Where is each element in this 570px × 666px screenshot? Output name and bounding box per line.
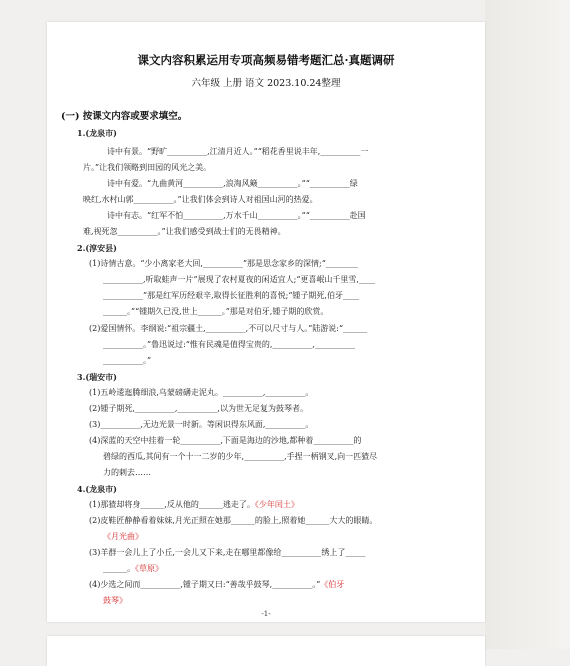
text-line: __________”那是红军历经艰辛,取得长征胜利的喜悦;“锺子期死,伯牙____ (103, 291, 359, 300)
page-subtitle: 六年级 上册 语文 2023.10.24整理 (191, 78, 341, 89)
text-segment: ______。 (103, 564, 135, 573)
text-line: 诗中有景。“野旷__________,江清月近人。”“稻花香里说丰年,__________一 (107, 147, 369, 156)
text-line: (1)五岭逶迤腾细浪,乌蒙磅礴走泥丸。__________,__________。 (89, 388, 314, 397)
question-number: 1.(龙泉市) (77, 128, 117, 138)
source-label: 鼓琴》 (103, 596, 127, 605)
text-line: ______。”“锺期久已没,世上______。”那是对伯牙,锺子期的欣赏。 (103, 307, 329, 316)
text-line: (2)锺子期死,__________,__________,以为世无足复为鼓琴者。 (89, 404, 308, 413)
page-number: -1- (261, 610, 271, 618)
text-line: __________。”鲁迅说过:“惟有民魂是值得宝贵的,__________,__________ (103, 340, 355, 349)
background-panel (485, 0, 570, 649)
text-line: 难,视死忽__________。”让我们感受到战士们的无畏精神。 (83, 227, 286, 236)
source-label: 《伯牙 (320, 580, 345, 589)
text-line: 诗中有志。“红军不怕__________,万水千山__________。”“__________赴国 (107, 211, 366, 220)
text-segment: (4)少选之间而__________,锺子期又曰:“善哉乎鼓琴,__________。” (89, 580, 321, 589)
source-label: 《月光曲》 (103, 532, 143, 541)
next-page (47, 636, 485, 666)
question-number: 2.(淳安县) (77, 243, 117, 253)
text-line: (4)深蓝的天空中挂着一轮__________,下面是海边的沙地,都种着__________的 (89, 436, 362, 445)
section-heading: (一) 按课文内容或要求填空。 (61, 111, 188, 122)
text-line: (3)__________,无边光景一时新。等闲识得东风面,__________。 (89, 420, 314, 429)
text-line: (1)诗情古意。“少小离家老大回,__________”那是思念家乡的深情;“________ (89, 259, 358, 268)
text-line: 碧绿的西瓜,其间有一个十一二岁的少年,__________,手捏一柄钢叉,向一匹猹尽 (103, 452, 378, 461)
question-number: 4.(龙泉市) (77, 484, 117, 494)
text-line (89, 580, 344, 590)
text-line: __________。” (103, 356, 152, 365)
source-label: 《少年闰土》 (254, 500, 299, 509)
page-title: 课文内容积累运用专项高频易错考题汇总·真题调研 (137, 53, 395, 67)
text-line: (3)羊群一会儿上了小丘,一会儿又下来,走在哪里都像给__________绣上了_____ (89, 548, 366, 557)
question-number: 3.(瑞安市) (77, 372, 117, 382)
text-line: (2)爱国情怀。李纲说:“祖宗疆土,__________,不可以尺寸与人。”陆游说:“______ (89, 324, 368, 333)
text-line: (2)皮鞋匠静静看着妹妹,月光正照在她那______的脸上,照着她______大大的眼睛。 (89, 516, 378, 525)
text-line: 力的刺去…… (103, 468, 151, 477)
text-line: 片。”让我们领略到田园的风光之美。 (83, 163, 212, 172)
text-segment: (1)那猹却将身______,反从他的______逃走了。 (89, 500, 255, 509)
source-label: 《草原》 (135, 564, 163, 573)
document-page (47, 22, 485, 622)
text-line: 诗中有爱。“九曲黄河__________,浪淘风簸__________。”“__________绿 (107, 179, 358, 188)
text-line: 映红,水村山郭__________。”让我们体会到诗人对祖国山河的热爱。 (83, 195, 318, 204)
text-line (89, 500, 299, 510)
text-line: __________,听取蛙声一片”展现了农村夏夜的闲适宜人;“更喜岷山千里雪,____ (103, 275, 375, 284)
text-line (103, 564, 163, 574)
